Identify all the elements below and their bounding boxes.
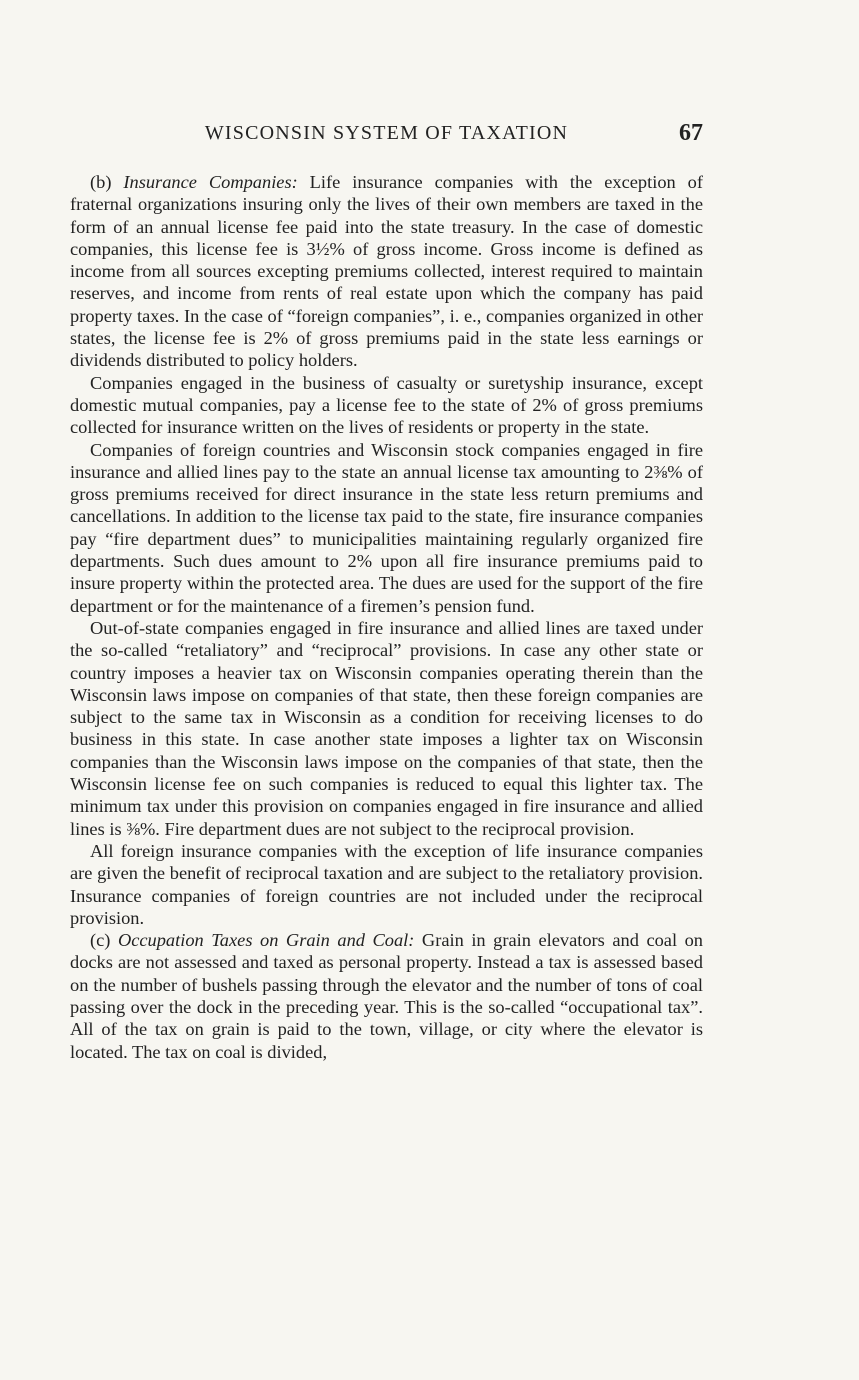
page-number: 67 (679, 120, 703, 146)
paragraph-text: Life insurance companies with the exception of fraternal organizations insuring only the lives of their own members are taxed in the form of an annual license fee paid into the state treasury. In the case of domestic companies, this license fee is 3½% of gross income. Gross income is defined as income from all sources excepting premiums collected, interest required to maintain reserves, and income from rents of real estate upon which the company has paid property taxes. In the case of “foreign companies”, i. e., companies organized in other states, the license fee is 2% of gross premiums paid in the state less earnings or dividends distributed to policy holders. (70, 172, 703, 371)
body-text (70, 171, 703, 1063)
page-header (70, 120, 703, 150)
paragraph-fire-insurance: Companies of foreign countries and Wisconsin stock companies engaged in fire insurance and allied lines pay to the state an annual license tax amounting to 2⅜% of gross premiums received for direct insurance in the state less return premiums and cancellations. In addition to the license tax paid to the state, fire insurance companies pay “fire department dues” to municipalities maintaining regularly organized fire departments. Such dues amount to 2% upon all fire insurance premiums paid to insure property within the protected area. The dues are used for the support of the fire department or for the maintenance of a firemen’s pension fund. (70, 439, 703, 616)
section-heading: Occupation Taxes on Grain and Coal: (117, 930, 415, 951)
paragraph-out-of-state: Out-of-state companies engaged in fire insurance and allied lines are taxed under the so-called “retaliatory” and “reciprocal” provisions. In case any other state or country imposes a heavier tax on Wisconsin companies operating therein than the Wisconsin laws impose on companies of that state, then these foreign companies are subject to the same tax in Wisconsin as a condition for receiving licenses to do business in this state. In case another state imposes a lighter tax on Wisconsin companies than the Wisconsin laws impose on the companies of that state, then the Wisconsin license fee on such companies is reduced to equal this lighter tax. The minimum tax under this provision on companies engaged in fire insurance and allied lines is ⅜%. Fire department dues are not subject to the reciprocal provision. (70, 617, 703, 839)
section-heading: Insurance Companies: (123, 172, 298, 192)
paragraph-occupation-taxes (70, 929, 703, 1063)
paragraph-foreign-insurance: All foreign insurance companies with the exception of life insurance companies are given the benefit of reciprocal taxation and are subject to the retaliatory provision. Insurance companies of foreign countries are not included under the reciprocal provision. (70, 840, 703, 928)
paragraph-text: Grain in grain elevators and coal on docks are not assessed and taxed as personal property. Instead a tax is assessed based on the number of bushels passing through the elevator and the number of tons of coal passing over the dock in the preceding year. This is the so-called “occupational tax”. All of the tax on grain is paid to the town, village, or city where the elevator is located. The tax on coal is divided, (70, 930, 703, 1062)
paragraph-casualty: Companies engaged in the business of casualty or suretyship insurance, except domestic mutual companies, pay a license fee to the state of 2% of gross premiums collected for insurance written on the lives of residents or property in the state. (70, 372, 703, 438)
paragraph-insurance-companies (70, 171, 703, 372)
running-title: WISCONSIN SYSTEM OF TAXATION (204, 122, 569, 144)
section-marker: (c) (90, 930, 118, 951)
section-marker: (b) (90, 172, 124, 192)
